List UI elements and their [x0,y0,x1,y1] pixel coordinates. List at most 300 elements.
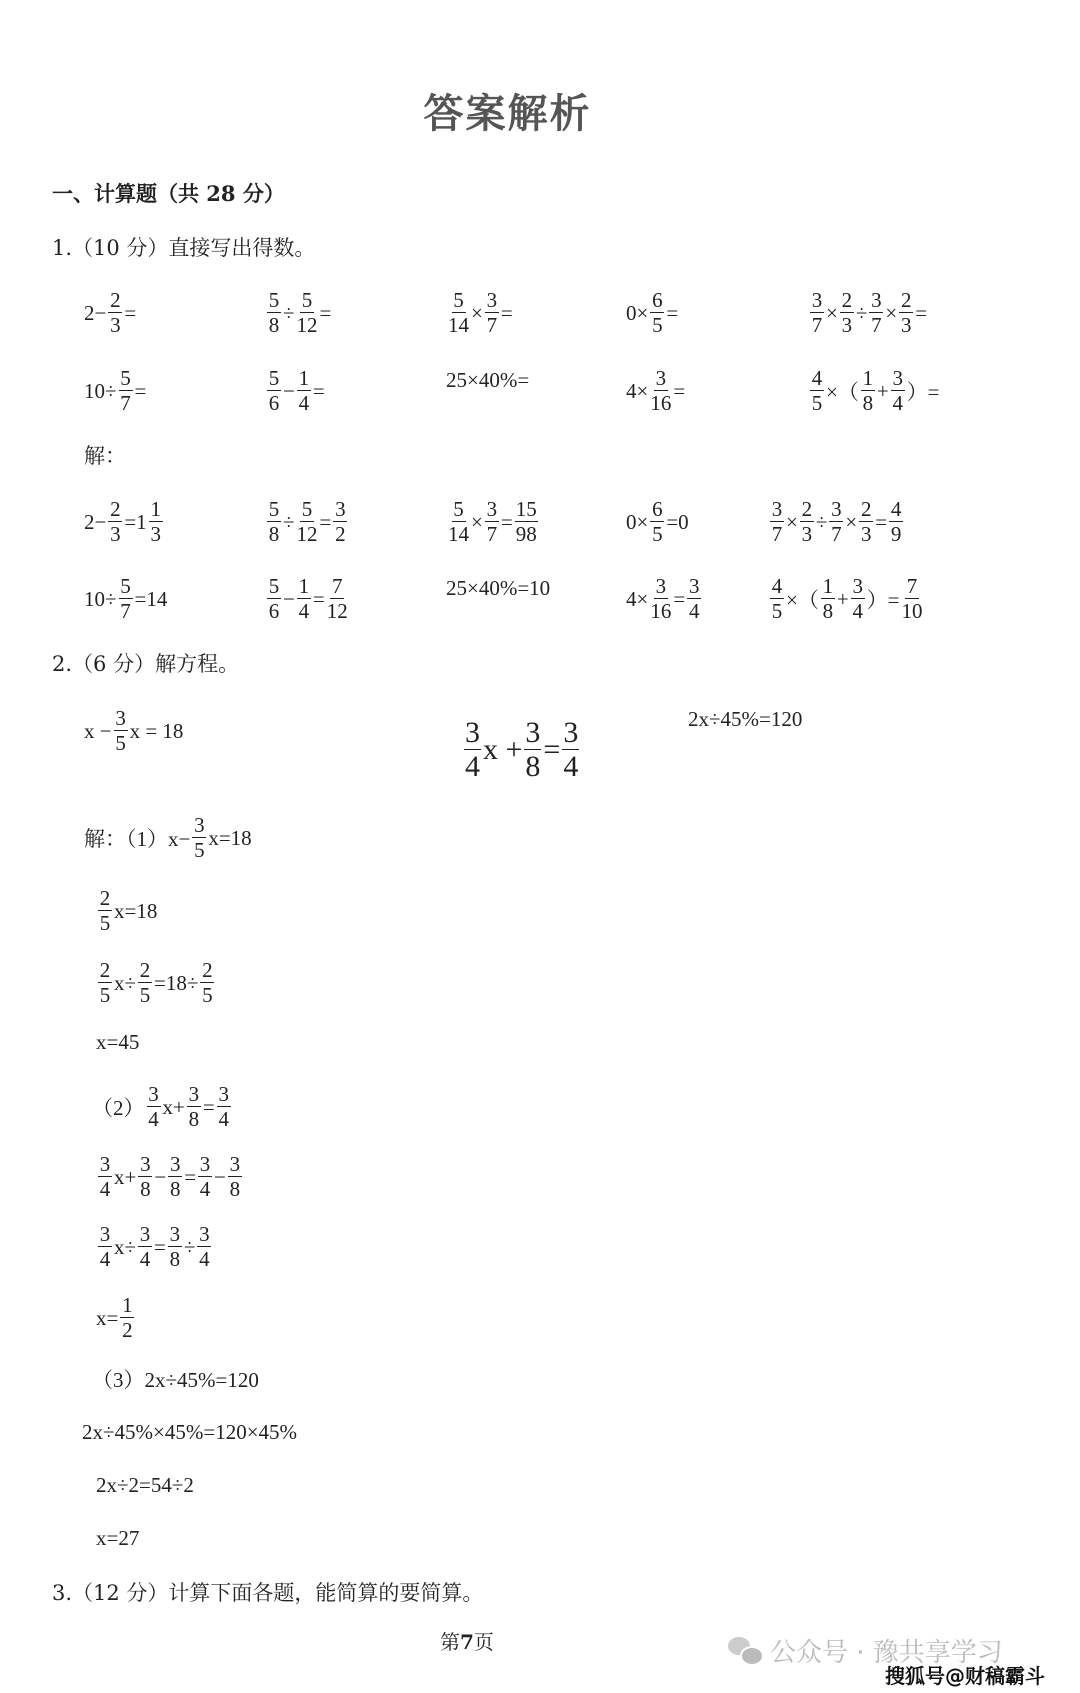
denominator: 98 [515,522,537,546]
fraction [562,718,579,782]
numerator: 7 [331,574,343,598]
denominator: 3 [150,522,161,546]
numerator: 3 [655,574,667,598]
math-expression [265,361,325,421]
math-expression [96,1288,136,1348]
denominator: 3 [110,522,121,546]
denominator: 8 [188,1107,200,1131]
math-expression [96,1147,244,1207]
question-3-label: 3.（12 分）计算下面各题，能简算的要简算。 [52,1581,484,1605]
math-text: 2x÷2=54÷2 [96,1472,194,1497]
numerator: 4 [890,497,902,521]
fraction [168,1154,182,1200]
fraction [899,290,913,336]
fraction [198,1154,212,1200]
numerator: 7 [906,574,918,598]
fraction [485,290,499,336]
fraction [138,1154,152,1200]
numerator: 3 [188,1082,200,1106]
math-text: =14 [134,586,168,611]
numerator: 2 [202,958,213,982]
numerator: 5 [453,497,464,521]
fraction [810,368,824,414]
fraction [267,368,281,414]
math-text: = [319,509,332,534]
math-expression [626,283,678,343]
denominator: 4 [688,599,700,623]
math-text: ÷ [183,1234,196,1259]
math-text: x=27 [96,1525,140,1550]
math-text: 10÷ [84,586,117,611]
numerator: 2 [99,958,111,982]
math-expression [96,1508,139,1568]
math-expression [626,361,685,421]
fraction [297,368,311,414]
fraction [650,290,664,336]
math-text: × [471,300,483,325]
numerator: 2 [110,288,121,312]
denominator: 4 [465,750,480,783]
math-text: 25×40%= [446,367,530,392]
numerator: 3 [194,813,205,837]
math-expression [82,1402,297,1462]
fraction [267,576,281,622]
math-expression [265,283,331,343]
numerator: 3 [229,1152,241,1176]
fraction [119,368,133,414]
numerator: 3 [563,716,579,749]
math-text: ×（ [786,588,819,612]
numerator: 2 [900,288,912,312]
fraction [485,499,499,545]
denominator: 3 [860,522,872,546]
math-expression [92,1077,233,1137]
numerator: 3 [655,366,667,390]
denominator: 4 [218,1107,229,1131]
math-text: = [673,378,686,403]
denominator: 4 [298,599,310,623]
fraction [650,499,664,545]
numerator: 3 [811,288,823,312]
math-expression [688,689,802,749]
math-text: = [543,733,561,766]
denominator: 7 [486,522,498,546]
math-expression [626,492,689,552]
math-text: ）= [866,588,900,612]
numerator: 2 [841,288,853,312]
math-text: ÷ [283,300,295,325]
math-text: =1 [124,509,147,534]
math-text: x=18 [114,898,158,923]
fraction [228,1154,242,1200]
denominator: 5 [202,983,213,1007]
fraction [267,290,281,336]
fraction [770,499,784,545]
math-expression [808,361,940,421]
math-text: ÷ [815,509,828,534]
numerator: 3 [486,288,498,312]
numerator: 3 [115,706,126,730]
numerator: 3 [525,716,541,749]
fraction [821,576,835,622]
denominator: 8 [169,1247,181,1271]
fraction [114,708,128,754]
fraction [98,888,112,934]
denominator: 5 [652,522,663,546]
numerator: 5 [453,288,464,312]
denominator: 12 [326,599,348,623]
numerator: 3 [99,1152,111,1176]
section-heading: 一、计算题（共 28 分） [52,181,285,206]
denominator: 4 [199,1247,210,1271]
numerator: 3 [465,716,480,749]
math-text: x÷ [114,970,137,995]
numerator: 3 [199,1152,211,1176]
fraction [297,576,311,622]
numerator: 6 [652,497,663,521]
math-expression [96,953,216,1013]
numerator: 3 [852,574,863,598]
denominator: 4 [852,599,863,623]
fraction [120,1295,134,1341]
math-expression [84,569,167,629]
numerator: 3 [335,497,346,521]
numerator: 3 [148,1082,159,1106]
math-text: =18÷ [154,970,199,995]
math-expression [265,492,349,552]
denominator: 5 [115,731,126,755]
math-text: = [915,300,928,325]
denominator: 6 [268,391,280,415]
math-expression [96,1217,213,1277]
denominator: 16 [650,391,672,415]
numerator: 5 [120,366,131,390]
denominator: 7 [831,522,842,546]
math-expression [446,350,529,410]
fraction [524,718,541,782]
math-text: ）= [906,380,940,404]
math-text: = [124,300,137,325]
denominator: 10 [901,599,923,623]
math-expression [84,361,146,421]
fraction [464,718,481,782]
fraction [515,499,538,545]
math-text: 2− [84,509,107,534]
fraction [267,499,281,545]
denominator: 2 [335,522,346,546]
math-text: × [826,300,838,325]
page-suffix: 页 [473,1630,494,1654]
numerator: 5 [301,497,313,521]
fraction [861,368,875,414]
math-expression [446,283,513,343]
denominator: 6 [268,599,280,623]
numerator: 3 [771,497,783,521]
denominator: 8 [169,1177,181,1201]
math-text: x+ [114,1164,137,1189]
numerator: 6 [652,288,663,312]
denominator: 4 [139,1247,151,1271]
denominator: 4 [99,1177,111,1201]
math-expression [768,569,925,629]
numerator: 2 [110,497,121,521]
numerator: 5 [268,574,280,598]
fraction [448,499,469,545]
denominator: 5 [99,983,111,1007]
fraction [108,499,122,545]
source-label: 搜狐号@财稿霸斗 [885,1664,1045,1688]
math-expression [265,569,350,629]
numerator: 3 [140,1152,151,1176]
denominator: 8 [268,522,280,546]
denominator: 8 [229,1177,241,1201]
numerator: 1 [298,366,310,390]
math-expression [84,492,165,552]
denominator: 5 [771,599,783,623]
fraction [187,1084,201,1130]
math-text: − [283,586,295,611]
math-text: 2x÷45%=120 [688,706,803,731]
fraction [829,499,843,545]
page-title: 答案解析 [423,91,592,137]
fraction [297,290,318,336]
denominator: 16 [650,599,672,623]
math-expression [768,492,905,552]
math-text: × [845,509,858,534]
numerator: 2 [139,958,151,982]
numerator: 3 [871,288,882,312]
denominator: 8 [862,391,874,415]
denominator: 14 [448,522,469,546]
denominator: 14 [448,313,469,337]
fraction [147,1084,161,1130]
numerator: 3 [199,1222,210,1246]
denominator: 4 [298,391,310,415]
fraction [149,499,163,545]
math-text: × [885,300,898,325]
numerator: 1 [150,497,161,521]
denominator: 7 [771,522,783,546]
fraction [138,960,152,1006]
math-text: x=18 [208,825,252,850]
denominator: 5 [139,983,151,1007]
numerator: 3 [688,574,700,598]
math-expression [92,1349,259,1409]
denominator: 5 [811,391,823,415]
math-text: × [786,509,798,534]
fraction [98,960,112,1006]
denominator: 12 [296,522,318,546]
fraction [333,499,347,545]
math-expression [96,1012,139,1072]
numerator: 5 [301,288,313,312]
fraction [297,499,318,545]
numerator: 3 [892,366,903,390]
math-expression [96,881,157,941]
math-text: 10÷ [84,378,117,403]
math-text: = [500,509,513,534]
denominator: 4 [99,1247,111,1271]
math-text: = [312,586,325,611]
fraction [119,576,133,622]
math-text: ×（ [826,380,859,404]
math-text: x + [483,733,523,766]
numerator: 5 [268,366,280,390]
denominator: 7 [120,391,131,415]
denominator: 5 [194,838,205,862]
math-text: = [312,378,325,403]
math-text: = [319,300,332,325]
fraction [810,290,824,336]
question-2-label: 2.（6 分）解方程。 [52,652,240,676]
numerator: 1 [822,574,834,598]
math-text: + [876,378,889,403]
math-text: x= [96,1305,119,1330]
fraction [889,499,903,545]
numerator: 5 [268,288,280,312]
math-expression [808,283,927,343]
fraction [859,499,873,545]
math-text: x+ [162,1094,185,1119]
denominator: 3 [900,313,912,337]
math-text: 4× [626,378,649,403]
denominator: 4 [892,391,903,415]
denominator: 12 [296,313,318,337]
numerator: 1 [298,574,310,598]
math-text: （3）2x÷45%=120 [92,1368,259,1392]
denominator: 4 [148,1107,159,1131]
denominator: 8 [525,750,541,783]
question-1-label: 1.（10 分）直接写出得数。 [52,236,316,260]
math-expression [626,569,703,629]
fraction [687,576,701,622]
denominator: 7 [871,313,882,337]
fraction [869,290,883,336]
fraction [108,290,122,336]
denominator: 9 [890,522,902,546]
denominator: 7 [120,599,131,623]
denominator: 7 [486,313,498,337]
numerator: 5 [268,497,280,521]
denominator: 8 [140,1177,151,1201]
denominator: 2 [122,1318,133,1342]
math-expression [96,1455,194,1515]
fraction [98,1154,112,1200]
fraction [891,368,905,414]
fraction [192,815,206,861]
numerator: 4 [811,366,823,390]
watermark-text: 公众号 · 豫共享学习 [770,1638,1003,1668]
fraction [217,1084,231,1130]
fraction [770,576,784,622]
math-text: （2） [92,1096,145,1120]
fraction [98,1224,112,1270]
fraction [197,1224,211,1270]
math-text: = [134,378,147,403]
math-text: − [214,1164,226,1189]
numerator: 3 [169,1222,181,1246]
fraction [138,1224,152,1270]
math-text: = [154,1234,166,1259]
numerator: 15 [515,497,537,521]
fraction [448,290,469,336]
math-text: x − [84,718,112,743]
numerator: 3 [218,1082,229,1106]
math-text: − [154,1164,167,1189]
math-text: x÷ [114,1234,137,1259]
math-text: ÷ [283,509,295,534]
numerator: 2 [99,886,111,910]
fraction [650,576,671,622]
numerator: 3 [486,497,498,521]
math-expression [84,808,252,868]
numerator: 3 [169,1152,181,1176]
math-text: ÷ [855,300,868,325]
page-number [440,1626,494,1655]
numerator: 5 [120,574,131,598]
math-text: x=45 [96,1029,140,1054]
math-expression [446,492,540,552]
math-text: = [673,586,686,611]
math-text: × [471,509,483,534]
numerator: 1 [862,366,874,390]
math-expression [84,283,136,343]
math-text: = [666,300,679,325]
fraction [840,290,854,336]
numerator: 2 [801,497,813,521]
math-expression [84,701,183,761]
fraction [902,576,923,622]
fraction [650,368,671,414]
denominator: 5 [99,911,111,935]
math-text: = [184,1164,197,1189]
math-text: + [836,586,849,611]
math-text: 25×40%=10 [446,575,551,600]
math-text: = [875,509,888,534]
math-text: = [500,300,513,325]
math-expression [462,716,581,783]
math-text: 解：（1）x− [84,827,191,851]
denominator: 8 [822,599,834,623]
numerator: 4 [771,574,783,598]
fraction [168,1224,182,1270]
numerator: 1 [122,1293,133,1317]
wechat-icon [728,1637,762,1665]
fraction [800,499,814,545]
numerator: 3 [139,1222,151,1246]
math-text: 2x÷45%×45%=120×45% [82,1419,298,1444]
fraction [851,576,865,622]
numerator: 3 [99,1222,111,1246]
fraction [200,960,214,1006]
denominator: 3 [110,313,121,337]
denominator: 5 [652,313,663,337]
math-text: 2− [84,300,107,325]
math-text: = [202,1094,215,1119]
math-text: =0 [666,509,689,534]
numerator: 2 [860,497,872,521]
denominator: 3 [801,522,813,546]
solve-label: 解： [84,444,126,468]
denominator: 4 [199,1177,211,1201]
fraction [327,576,348,622]
math-text: − [283,378,295,403]
denominator: 7 [811,313,823,337]
math-expression [446,558,550,618]
numerator: 3 [831,497,842,521]
page-prefix: 第 [440,1630,460,1654]
denominator: 3 [841,313,853,337]
